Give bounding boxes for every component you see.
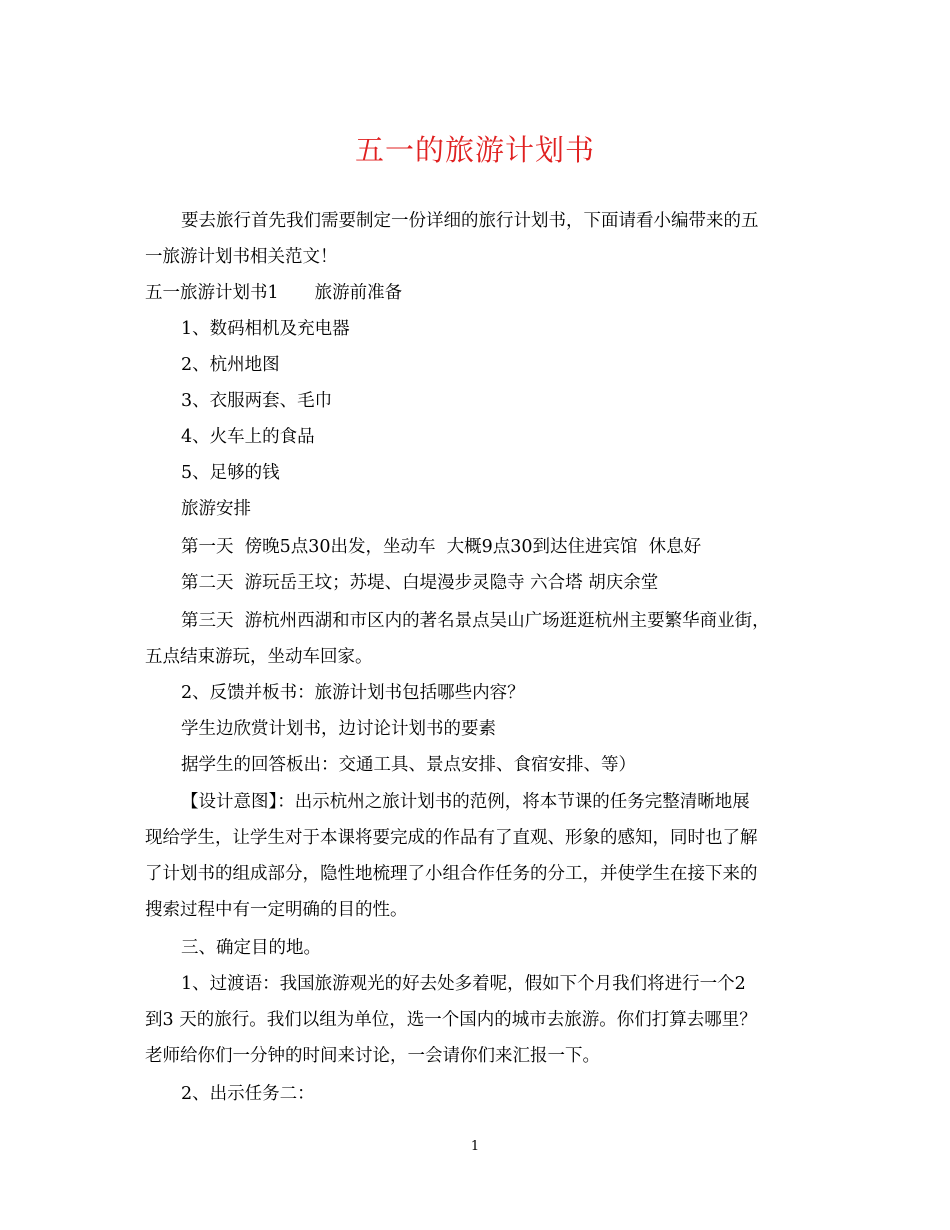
document-title: 五一的旅游计划书	[354, 133, 595, 167]
prep-item: 4、火车上的食品	[181, 427, 315, 447]
design-intent-line: 【设计意图】：出示杭州之旅计划书的范例，将本节课的任务完整清晰地展	[181, 792, 750, 812]
task-2-line: 2、出示任务二：	[181, 1084, 315, 1104]
board-answer-line: 据学生的回答板出：交通工具、景点安排、食宿安排、等）	[181, 755, 636, 775]
design-intent-line: 搜索过程中有一定明确的目的性。	[145, 900, 408, 920]
prep-item: 2、杭州地图	[181, 355, 280, 375]
day-3-line-2: 五点结束游玩，坐动车回家。	[145, 647, 373, 667]
prep-item: 1、数码相机及充电器	[181, 319, 350, 339]
design-intent-line: 了计划书的组成部分，隐性地梳理了小组合作任务的分工，并使学生在接下来的	[145, 864, 758, 884]
students-discuss-line: 学生边欣赏计划书，边讨论计划书的要素	[181, 719, 496, 739]
prep-item: 3、衣服两套、毛巾	[181, 391, 333, 411]
day-2: 第二天 游玩岳王坟；苏堤、白堤漫步灵隐寺 六合塔 胡庆余堂	[181, 573, 659, 593]
design-intent-line: 现给学生，让学生对于本课将要完成的作品有了直观、形象的感知，同时也了解	[145, 828, 758, 848]
day-1: 第一天 傍晚5点30出发，坐动车 大概9点30到达住进宾馆 休息好	[181, 537, 702, 557]
page-number: 1	[470, 1139, 480, 1154]
section-1-heading: 旅游前准备	[314, 283, 403, 303]
intro-line-2: 一旅游计划书相关范文！	[145, 247, 338, 267]
intro-line-1: 要去旅行首先我们需要制定一份详细的旅行计划书，下面请看小编带来的五	[181, 211, 759, 231]
transition-line: 到3 天的旅行。我们以组为单位，选一个国内的城市去旅游。你们打算去哪里？	[145, 1010, 757, 1030]
section-1-header	[145, 275, 810, 311]
feedback-line: 2、反馈并板书：旅游计划书包括哪些内容？	[181, 683, 525, 703]
section-3-heading: 三、确定目的地。	[181, 938, 321, 958]
transition-line: 老师给你们一分钟的时间来讨论，一会请你们来汇报一下。	[145, 1046, 600, 1066]
arrangement-heading: 旅游安排	[181, 499, 251, 519]
prep-item: 5、足够的钱	[181, 463, 280, 483]
day-3-line-1: 第三天 游杭州西湖和市区内的著名景点吴山广场逛逛杭州主要繁华商业街，	[181, 611, 770, 631]
section-1-label: 五一旅游计划书1	[145, 283, 279, 303]
transition-line: 1、过渡语：我国旅游观光的好去处多着呢，假如下个月我们将进行一个2	[181, 974, 746, 994]
